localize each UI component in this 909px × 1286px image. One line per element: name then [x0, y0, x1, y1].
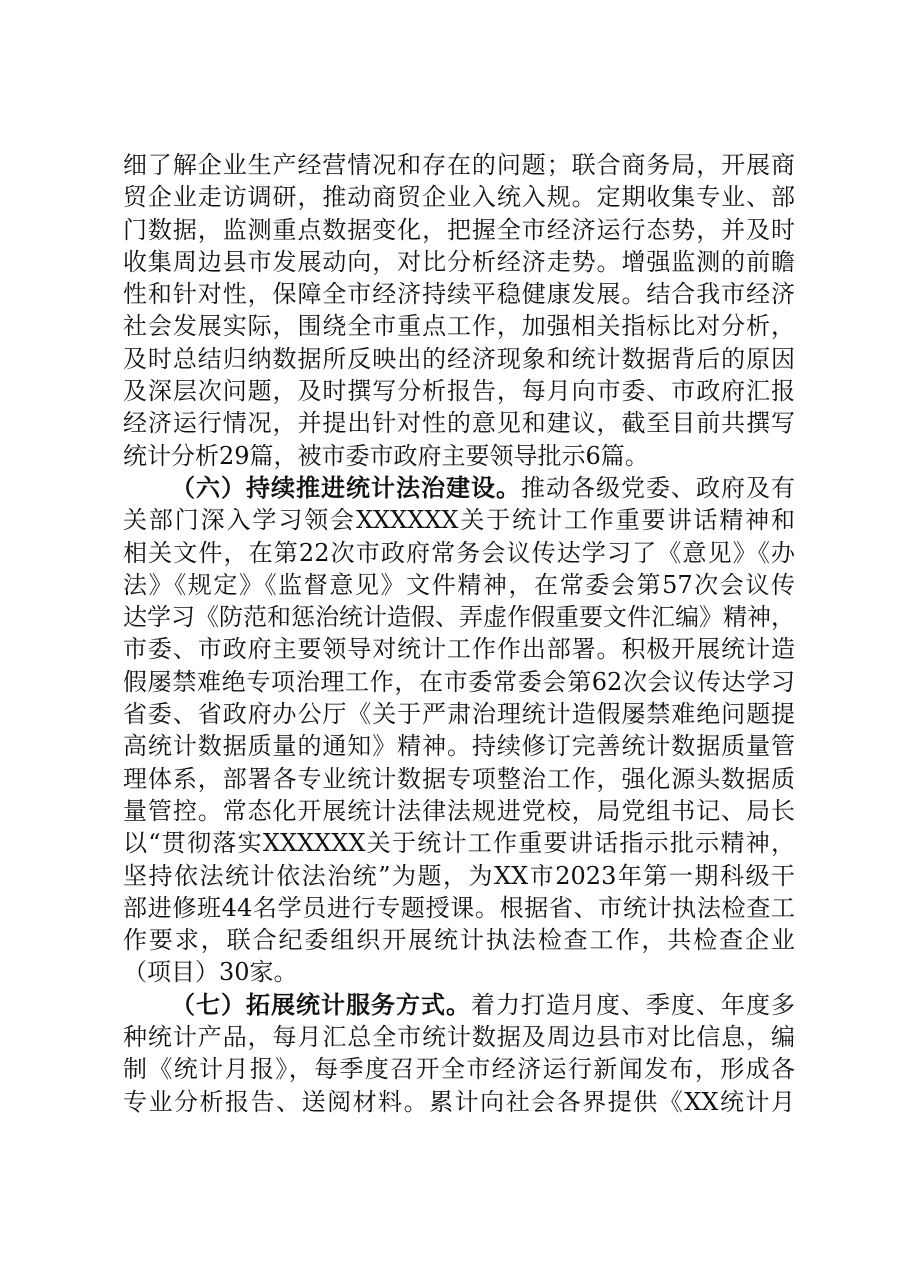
- text-line: 及时总结归纳数据所反映出的经济现象和统计数据背后的原因: [123, 344, 795, 373]
- text-line: 收集周边县市发展动向，对比分析经济走势。增强监测的前瞻: [123, 247, 795, 276]
- paragraph-economic-monitoring: [123, 149, 795, 472]
- text-line: 假屡禁难绝专项治理工作，在市委常委会第62次会议传达学习: [123, 667, 795, 696]
- paragraph-statistical-services: [123, 989, 795, 1118]
- text-line: 高统计数据质量的通知》精神。持续修订完善统计数据质量管: [123, 732, 795, 761]
- text-line-rest: 着力打造月度、季度、年度多: [471, 990, 795, 1019]
- text-line: 种统计产品，每月汇总全市统计数据及周边县市对比信息，编: [123, 1023, 795, 1052]
- text-line: 以“贯彻落实XXXXXX关于统计工作重要讲话指示批示精神，: [123, 829, 795, 858]
- paragraph-rule-of-law: [123, 472, 795, 989]
- text-line: 量管控。常态化开展统计法律法规进党校，局党组书记、局长: [123, 796, 795, 825]
- text-line: 市委、市政府主要领导对统计工作作出部署。积极开展统计造: [123, 635, 795, 664]
- text-line: 社会发展实际，围绕全市重点工作，加强相关指标比对分析，: [123, 312, 795, 341]
- text-line: 理体系，部署各专业统计数据专项整治工作，强化源头数据质: [123, 764, 795, 793]
- text-line: [123, 472, 795, 504]
- text-line: 门数据，监测重点数据变化，把握全市经济运行态势，并及时: [123, 215, 795, 244]
- text-line: 作要求，联合纪委组织开展统计执法检查工作，共检查企业: [123, 926, 795, 955]
- text-line: 及深层次问题，及时撰写分析报告，每月向市委、市政府汇报: [123, 377, 795, 406]
- text-line: 省委、省政府办公厅《关于严肃治理统计造假屡禁难绝问题提: [123, 700, 795, 729]
- text-line: 坚持依法统计依法治统”为题，为XX市2023年第一期科级干: [123, 861, 795, 890]
- text-line: 性和针对性，保障全市经济持续平稳健康发展。结合我市经济: [123, 280, 795, 309]
- text-line: 统计分析29篇，被市委市政府主要领导批示6篇。: [123, 441, 649, 470]
- text-line: 经济运行情况，并提出针对性的意见和建议，截至目前共撰写: [123, 409, 795, 438]
- text-line: 部进修班44名学员进行专题授课。根据省、市统计执法检查工: [123, 893, 795, 922]
- text-line: [123, 989, 795, 1021]
- document-body: [123, 149, 795, 1118]
- text-line: 法》《规定》《监督意见》文件精神，在常委会第57次会议传: [123, 570, 795, 599]
- text-line: 专业分析报告、送阅材料。累计向社会各界提供《XX统计月: [123, 1087, 795, 1116]
- text-line: 相关文件，在第22次市政府常务会议传达学习了《意见》《办: [123, 538, 795, 567]
- section-heading: （七）拓展统计服务方式。: [171, 989, 471, 1019]
- text-line: 细了解企业生产经营情况和存在的问题；联合商务局，开展商: [123, 151, 795, 179]
- section-heading: （六）持续推进统计法治建设。: [171, 472, 521, 502]
- text-line-rest: 推动各级党委、政府及有: [521, 473, 795, 502]
- text-line: 关部门深入学习领会XXXXXX关于统计工作重要讲话精神和: [123, 506, 795, 535]
- text-line: 达学习《防范和惩治统计造假、弄虚作假重要文件汇编》精神，: [123, 603, 795, 632]
- text-line: 贸企业走访调研，推动商贸企业入统入规。定期收集专业、部: [123, 183, 795, 212]
- text-line: 制《统计月报》，每季度召开全市经济运行新闻发布，形成各: [123, 1055, 795, 1084]
- text-line: （项目）30家。: [123, 958, 298, 987]
